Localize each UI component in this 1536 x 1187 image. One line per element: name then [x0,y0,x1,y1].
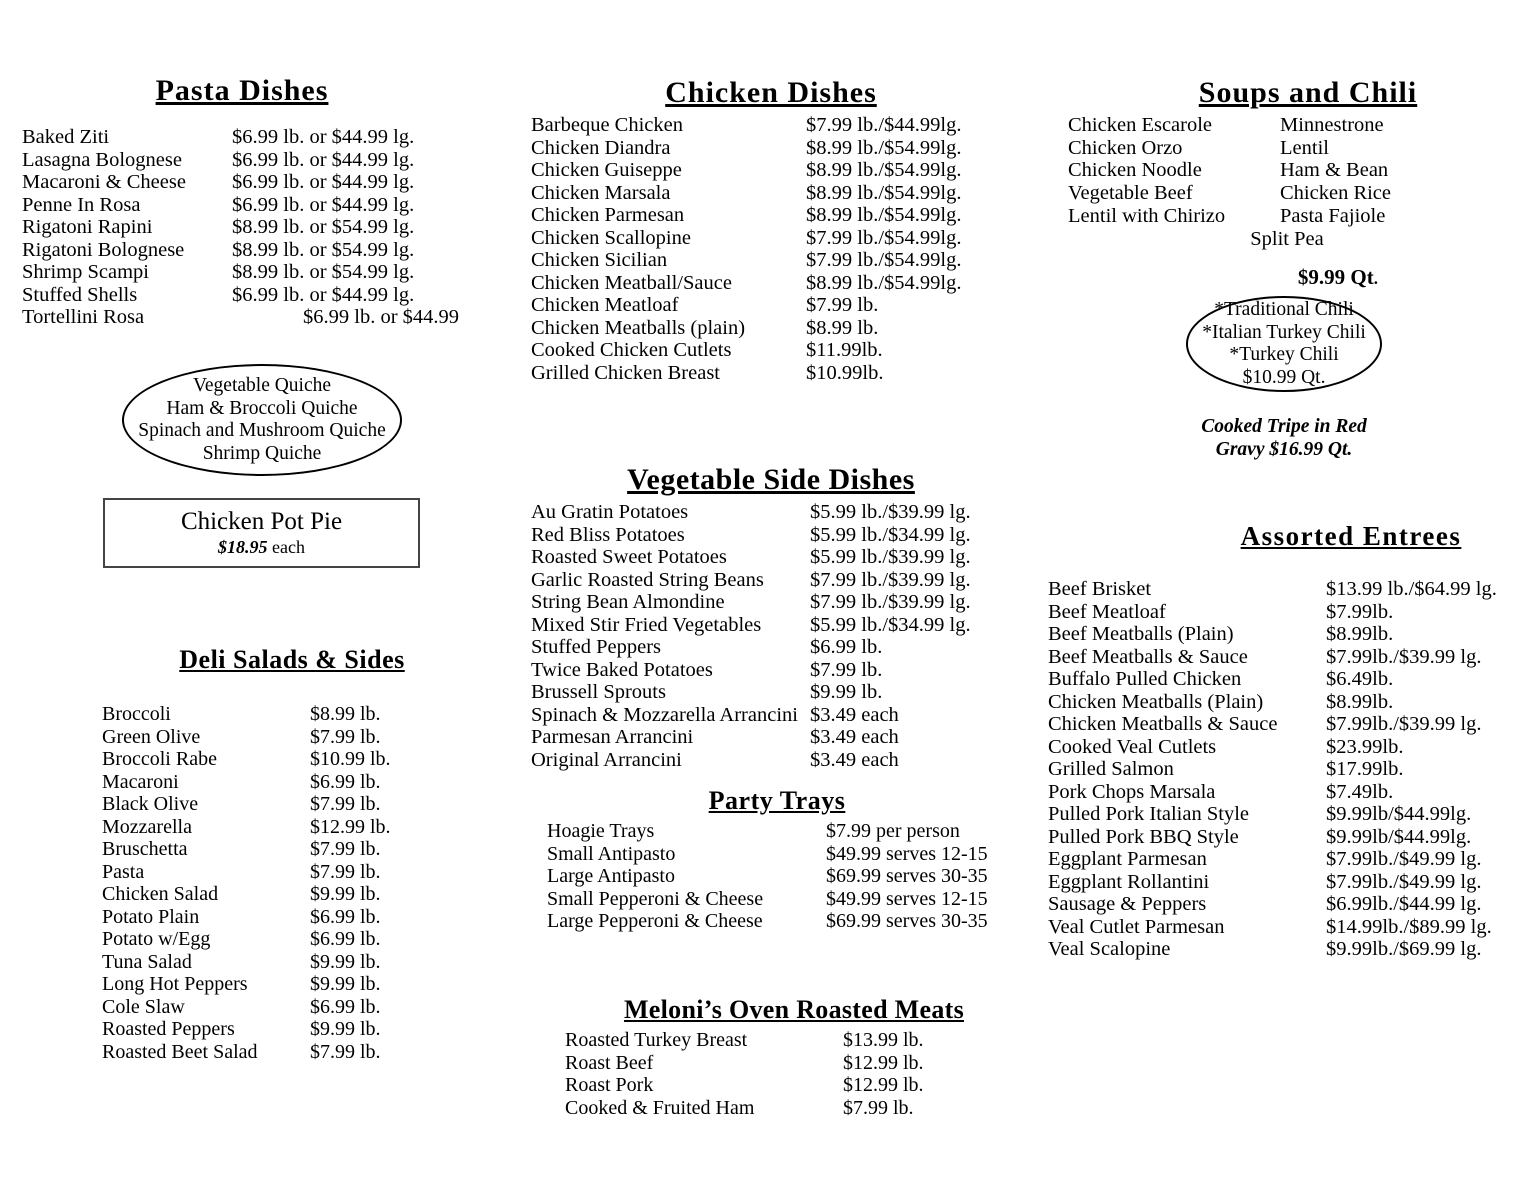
menu-item-row [547,843,1017,866]
soup-item: Minnestrone [1280,114,1384,136]
menu-item-price: $6.99lb./$44.99 lg. [1326,893,1482,915]
menu-item-row [547,820,1017,843]
menu-item-name: Penne In Rosa [22,193,141,216]
menu-item-row [22,284,462,307]
menu-item-price: $10.99 lb. [310,748,391,770]
menu-item-row [531,362,1011,385]
menu-item-name: Black Olive [102,793,199,815]
menu-item-row [1048,646,1528,669]
menu-item-name: Grilled Chicken Breast [531,361,721,384]
menu-item-name: Lasagna Bolognese [22,148,182,171]
menu-item-row [531,704,1011,727]
soups-split-pea: Split Pea [1250,227,1324,250]
menu-item-name: Beef Meatballs & Sauce [1048,645,1248,668]
menu-item-name: Roasted Beet Salad [102,1040,258,1063]
cooked-tripe-line1: Cooked Tripe in Red [1201,416,1367,437]
menu-item-name: Eggplant Rollantini [1048,870,1210,893]
menu-item-price: $5.99 lb./$39.99 lg. [810,501,971,523]
deli-salads-list [102,703,482,1063]
section-party-trays [547,786,1017,933]
menu-item-row [1048,601,1528,624]
menu-item-row [1048,713,1528,736]
menu-item-name: Veal Scalopine [1048,938,1171,960]
menu-item-price: $6.99 lb. [310,905,381,928]
menu-item-row [1048,803,1528,826]
menu-item-row [1048,916,1528,939]
menu-item-row [531,659,1011,682]
chicken-pot-pie-box [103,498,420,568]
menu-item-price: $8.99lb. [1326,623,1394,645]
soup-item: Vegetable Beef [1068,182,1193,205]
menu-item-price: $8.99 lb. [310,703,381,725]
menu-item-name: Large Pepperoni & Cheese [547,910,763,932]
menu-item-name: Large Antipasto [547,865,675,887]
menu-item-price: $3.49 each [810,703,899,726]
pasta-dishes-list [22,126,462,329]
menu-item-row [22,306,462,329]
deli-salads-title: Deli Salads & Sides [179,645,405,674]
menu-item-row [531,339,1011,362]
soup-item: Chicken Noodle [1068,159,1202,182]
chicken-pot-pie-price [218,536,305,558]
menu-item-name: Pasta [102,860,145,883]
menu-item-price: $7.99 lb. [310,793,381,815]
section-chicken-dishes [531,76,1011,384]
soups-columns [1068,114,1498,228]
menu-item-price: $8.99 lb. or $54.99 lg. [232,216,415,238]
menu-item-price: $6.99 lb. or $44.99 lg. [232,171,415,193]
soup-item: Pasta Fajiole [1280,204,1386,227]
menu-item-price: $6.99 lb. or $44.99 [303,306,460,328]
menu-item-row [102,861,482,884]
menu-item-name: Beef Meatloaf [1048,600,1166,623]
menu-item-name: Chicken Sicilian [531,249,668,271]
menu-item-price: $14.99lb./$89.99 lg. [1326,915,1492,938]
menu-item-price: $9.99lb/$44.99lg. [1326,825,1472,848]
menu-item-row [22,126,462,149]
chili-line: *Italian Turkey Chili [1202,321,1366,343]
menu-item-price: $12.99 lb. [843,1074,924,1096]
menu-item-price: $7.99lb./$39.99 lg. [1326,713,1482,735]
menu-item-price: $3.49 each [810,748,899,771]
chicken-dishes-list [531,114,1011,384]
menu-item-price: $9.99 lb. [310,950,381,973]
menu-item-name: Brussell Sprouts [531,681,666,703]
menu-item-price: $69.99 serves 30-35 [826,910,988,932]
menu-item-row [547,888,1017,911]
chili-callout [1186,296,1382,392]
menu-item-row [22,149,462,172]
menu-item-row [1048,736,1528,759]
pasta-dishes-title: Pasta Dishes [155,74,329,107]
menu-item-name: Pulled Pork Italian Style [1048,803,1249,825]
menu-item-name: Chicken Meatballs & Sauce [1048,713,1278,735]
menu-item-name: Chicken Meatballs (plain) [531,316,746,339]
menu-item-row [531,294,1011,317]
menu-item-row [102,838,482,861]
menu-item-name: Broccoli Rabe [102,748,217,770]
menu-item-name: Veal Cutlet Parmesan [1048,915,1225,938]
menu-item-row [1048,691,1528,714]
menu-item-name: Bruschetta [102,838,188,860]
menu-item-row [565,1029,1035,1052]
cooked-tripe-note [1186,415,1382,461]
assorted-entrees-title: Assorted Entrees [1240,521,1462,551]
menu-item-price: $10.99lb. [806,361,884,384]
menu-item-name: Buffalo Pulled Chicken [1048,668,1242,690]
menu-item-name: Parmesan Arrancini [531,726,694,748]
quiche-line: Ham & Broccoli Quiche [166,397,358,419]
menu-item-price: $6.99 lb. or $44.99 lg. [232,283,415,306]
menu-item-row [22,216,462,239]
menu-item-price: $69.99 serves 30-35 [826,865,988,887]
menu-item-price: $6.99 lb. [310,995,381,1018]
menu-item-name: Chicken Guiseppe [531,159,682,181]
menu-item-name: Small Pepperoni & Cheese [547,887,764,910]
menu-item-row [531,636,1011,659]
menu-item-row [22,171,462,194]
menu-item-price: $7.99 lb. [843,1096,914,1119]
soups-price-main: $9.99 Qt [1297,264,1374,289]
menu-item-name: Macaroni [102,770,179,793]
menu-item-price: $9.99lb./$69.99 lg. [1326,938,1482,960]
quiche-line: Spinach and Mushroom Quiche [138,420,386,441]
menu-item-name: Twice Baked Potatoes [531,658,713,681]
menu-item-price: $7.99lb./$39.99 lg. [1326,645,1482,668]
menu-item-price: $8.99 lb./$54.99lg. [806,136,962,159]
menu-item-row [531,726,1011,749]
menu-item-row [531,272,1011,295]
menu-item-price: $7.99 lb./$44.99lg. [806,114,962,136]
menu-item-row [1048,826,1528,849]
menu-item-price: $8.99 lb. [806,316,879,339]
menu-item-name: Hoagie Trays [547,820,655,842]
menu-item-name: Pulled Pork BBQ Style [1048,825,1239,848]
menu-item-row [102,771,482,794]
menu-item-name: Small Antipasto [547,842,676,865]
menu-item-row [102,973,482,996]
menu-item-row [1048,781,1528,804]
menu-item-price: $8.99 lb./$54.99lg. [806,159,962,181]
menu-item-row [102,726,482,749]
menu-item-row [531,137,1011,160]
menu-item-price: $8.99 lb./$54.99lg. [806,181,962,204]
menu-item-name: Sausage & Peppers [1048,893,1207,915]
menu-item-price: $13.99 lb. [843,1029,924,1051]
soup-item: Chicken Rice [1280,182,1392,205]
menu-item-name: Macaroni & Cheese [22,171,186,193]
menu-item-row [531,501,1011,524]
menu-item-name: Broccoli [102,703,171,725]
menu-item-row [1048,623,1528,646]
menu-item-price: $6.99 lb. or $44.99 lg. [232,148,415,171]
soup-item: Chicken Escarole [1068,114,1213,136]
section-vegetable-side-dishes [531,463,1011,771]
menu-item-row [531,569,1011,592]
menu-item-row [531,614,1011,637]
menu-item-name: Cooked Veal Cutlets [1048,735,1217,758]
assorted-entrees-list [1048,578,1528,961]
menu-item-price: $7.99 lb. [310,1040,381,1063]
menu-item-price: $7.99 lb. [310,725,381,748]
menu-item-row [22,261,462,284]
menu-item-price: $12.99 lb. [310,815,391,838]
menu-item-row [102,1018,482,1041]
menu-item-price: $9.99 lb. [810,681,883,703]
cooked-tripe-line2: Gravy $16.99 Qt. [1215,439,1353,460]
menu-item-price: $6.99 lb. [810,636,883,658]
menu-item-name: Roasted Sweet Potatoes [531,546,727,568]
menu-item-price: $23.99lb. [1326,735,1404,758]
menu-item-row [531,749,1011,772]
menu-item-name: Rigatoni Bolognese [22,238,185,261]
menu-item-row [531,546,1011,569]
menu-item-price: $7.99 lb./$39.99 lg. [810,568,971,591]
chili-line: $10.99 Qt. [1242,366,1326,388]
vegetable-sides-title: Vegetable Side Dishes [627,463,915,496]
soup-item: Lentil with Chirizo [1068,204,1226,227]
menu-item-row [22,194,462,217]
menu-item-name: Roast Pork [565,1074,654,1096]
party-trays-title: Party Trays [708,786,846,815]
menu-item-row [102,793,482,816]
menu-item-row [531,204,1011,227]
menu-item-price: $11.99lb. [806,339,883,361]
menu-item-name: Beef Meatballs (Plain) [1048,623,1234,645]
menu-item-price: $13.99 lb./$64.99 lg. [1326,578,1497,600]
menu-item-price: $6.99 lb. or $44.99 lg. [232,193,415,216]
menu-item-price: $49.99 serves 12-15 [826,887,988,910]
menu-item-price: $7.99lb. [1326,600,1394,623]
menu-item-row [1048,758,1528,781]
menu-item-price: $7.49lb. [1326,780,1394,803]
menu-item-name: Rigatoni Rapini [22,216,153,238]
menu-item-row [22,239,462,262]
menu-item-price: $8.99 lb./$54.99lg. [806,204,962,226]
menu-item-price: $6.49lb. [1326,668,1394,690]
menu-item-price: $6.99 lb. or $44.99 lg. [232,126,415,148]
menu-item-price: $9.99 lb. [310,973,381,995]
menu-item-name: Beef Brisket [1048,578,1152,600]
menu-item-name: Chicken Salad [102,883,219,905]
menu-item-name: Chicken Meatball/Sauce [531,271,732,294]
menu-item-name: Long Hot Peppers [102,973,248,995]
menu-item-row [102,883,482,906]
menu-item-price: $8.99lb. [1326,690,1394,713]
menu-item-row [531,227,1011,250]
menu-item-name: Chicken Meatballs (Plain) [1048,690,1264,713]
menu-item-price: $6.99 lb. [310,928,381,950]
soups-column-left [1068,114,1280,228]
menu-item-price: $7.99 lb./$54.99lg. [806,226,962,249]
menu-item-row [102,1041,482,1064]
menu-item-price: $5.99 lb./$39.99 lg. [810,546,971,568]
menu-item-name: String Bean Almondine [531,591,725,613]
menu-item-price: $5.99 lb./$34.99 lg. [810,523,971,546]
menu-item-row [1048,893,1528,916]
menu-item-row [531,249,1011,272]
menu-item-row [102,928,482,951]
menu-item-row [1048,848,1528,871]
soups-price [1068,265,1498,290]
menu-item-name: Au Gratin Potatoes [531,501,689,523]
menu-item-row [102,951,482,974]
menu-item-row [1048,668,1528,691]
party-trays-list [547,820,1017,933]
chili-line: *Traditional Chili [1214,299,1354,320]
menu-item-price: $7.99 lb./$54.99lg. [806,249,962,271]
vegetable-sides-list [531,501,1011,771]
chicken-dishes-title: Chicken Dishes [665,76,877,109]
menu-item-name: Roasted Turkey Breast [565,1029,748,1051]
menu-item-name: Stuffed Peppers [531,636,662,658]
menu-item-name: Cole Slaw [102,995,185,1018]
menu-item-name: Potato Plain [102,905,200,928]
menu-item-row [547,865,1017,888]
menu-item-name: Grilled Salmon [1048,758,1174,780]
soups-price-suffix: . [1373,268,1378,288]
menu-item-price: $7.99 lb. [810,658,883,681]
menu-item-name: Tortellini Rosa [22,306,145,328]
menu-item-row [531,317,1011,340]
quiche-line: Shrimp Quiche [202,442,322,464]
menu-item-name: Green Olive [102,725,201,748]
menu-item-row [531,524,1011,547]
menu-item-price: $8.99 lb. or $54.99 lg. [232,261,415,283]
menu-item-price: $17.99lb. [1326,758,1404,780]
menu-item-name: Chicken Diandra [531,136,671,159]
menu-item-name: Baked Ziti [22,126,110,148]
menu-item-row [531,159,1011,182]
menu-item-price: $6.99 lb. [310,770,381,793]
soups-column-right [1280,114,1480,228]
menu-item-price: $9.99 lb. [310,883,381,905]
menu-item-row [102,748,482,771]
section-assorted-entrees [1048,521,1528,961]
section-pasta-dishes [22,74,462,329]
menu-item-name: Cooked Chicken Cutlets [531,339,732,361]
menu-item-name: Chicken Scallopine [531,226,691,249]
menu-item-name: Stuffed Shells [22,283,138,306]
menu-item-row [565,1097,1035,1120]
menu-item-name: Chicken Parmesan [531,204,685,226]
quiche-line: Vegetable Quiche [192,375,332,396]
menu-item-row [547,910,1017,933]
menu-item-price: $7.99 lb. [310,860,381,883]
section-deli-salads-sides [102,645,482,1063]
menu-item-price: $49.99 serves 12-15 [826,842,988,865]
soup-item: Lentil [1280,136,1329,159]
chili-line: *Turkey Chili [1229,344,1339,365]
menu-item-name: Potato w/Egg [102,928,211,950]
menu-item-price: $7.99 lb. [310,838,381,860]
menu-item-price: $5.99 lb./$34.99 lg. [810,613,971,636]
menu-item-row [1048,938,1528,961]
meloni-meats-list [565,1029,1035,1119]
menu-item-row [565,1074,1035,1097]
chicken-pot-pie-unit: each [267,537,305,557]
menu-item-name: Barbeque Chicken [531,114,683,136]
menu-item-name: Mixed Stir Fried Vegetables [531,613,762,636]
menu-item-row [531,591,1011,614]
menu-item-name: Chicken Marsala [531,181,671,204]
menu-item-name: Roasted Peppers [102,1018,235,1040]
menu-item-price: $7.99lb./$49.99 lg. [1326,870,1482,893]
menu-item-row [102,996,482,1019]
menu-item-price: $9.99 lb. [310,1018,381,1040]
menu-item-name: Mozzarella [102,815,192,838]
menu-item-name: Cooked & Fruited Ham [565,1096,755,1119]
menu-item-name: Chicken Meatloaf [531,294,679,316]
menu-item-row [565,1052,1035,1075]
menu-item-price: $8.99 lb. or $54.99 lg. [232,238,415,261]
menu-item-price: $7.99 lb. [806,294,879,316]
menu-item-name: Red Bliss Potatoes [531,523,685,546]
quiche-callout [122,364,402,476]
menu-item-price: $7.99 per person [826,820,960,842]
menu-item-price: $3.49 each [810,726,899,748]
menu-item-row [531,182,1011,205]
menu-item-row [1048,871,1528,894]
menu-item-name: Pork Chops Marsala [1048,780,1216,803]
section-soups-and-chili [1068,76,1498,290]
menu-item-row [102,816,482,839]
menu-item-price: $7.99 lb./$39.99 lg. [810,591,971,613]
section-meloni-oven-roasted-meats [565,995,1035,1119]
menu-item-name: Tuna Salad [102,950,192,973]
menu-item-price: $7.99lb./$49.99 lg. [1326,848,1482,870]
menu-item-row [531,114,1011,137]
soup-item: Chicken Orzo [1068,136,1183,159]
menu-item-row [1048,578,1528,601]
meloni-meats-title: Meloni’s Oven Roasted Meats [623,995,965,1024]
menu-item-name: Eggplant Parmesan [1048,848,1207,870]
menu-item-row [102,906,482,929]
chicken-pot-pie-amount: $18.95 [218,537,268,557]
menu-item-row [531,681,1011,704]
menu-item-price: $9.99lb/$44.99lg. [1326,803,1472,825]
menu-item-name: Roast Beef [565,1051,654,1074]
menu-item-name: Original Arrancini [531,748,682,771]
soup-item: Ham & Bean [1280,159,1389,182]
soups-chili-title: Soups and Chili [1198,76,1418,109]
menu-item-price: $8.99 lb./$54.99lg. [806,271,962,294]
menu-item-name: Shrimp Scampi [22,261,149,283]
menu-item-name: Garlic Roasted String Beans [531,568,764,591]
chicken-pot-pie-name: Chicken Pot Pie [180,508,343,535]
menu-item-name: Spinach & Mozzarella Arrancini [531,703,798,726]
menu-item-row [102,703,482,726]
menu-item-price: $12.99 lb. [843,1051,924,1074]
